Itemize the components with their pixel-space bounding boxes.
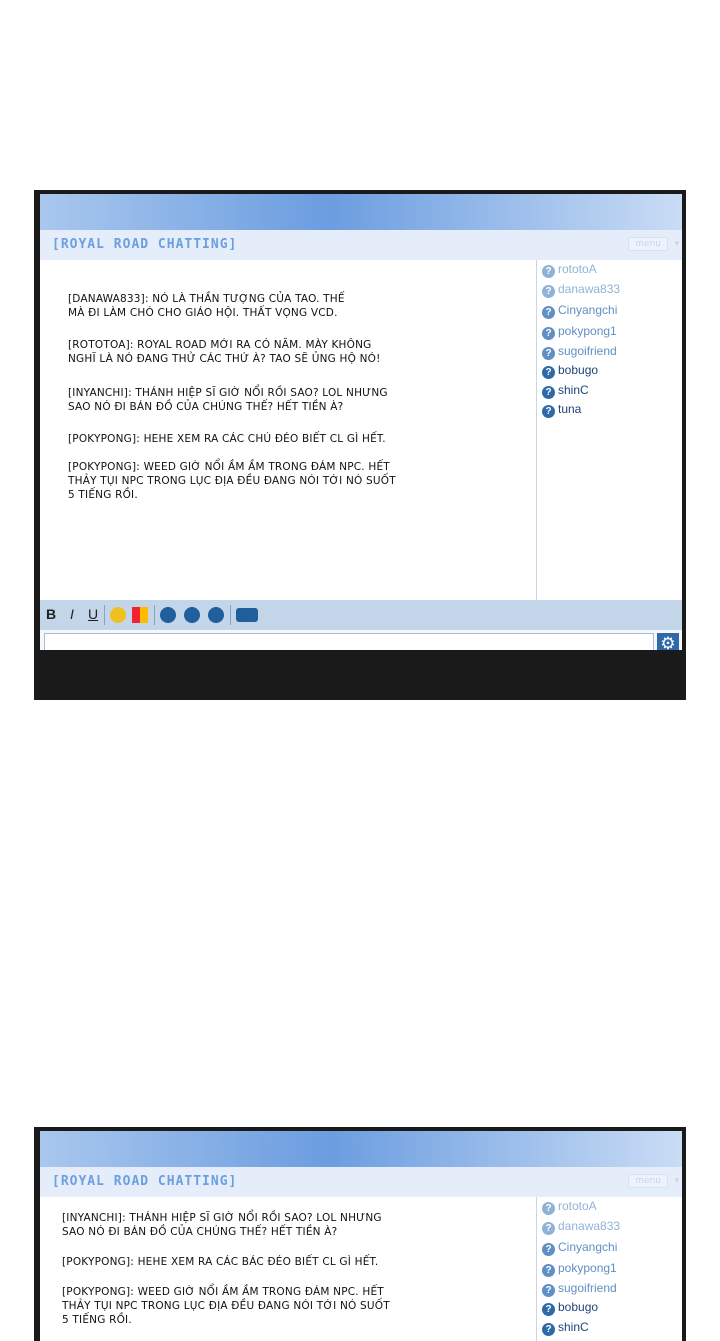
chat-line: [POKYPONG]: HEHE XEM RA CÁC BÁC ĐÉO BIẾT CL GÌ HẾT. [62, 1256, 379, 1268]
chat-line: NGHĨ LÀ NÓ ĐANG THỬ CÁC THỨ À? TAO SẼ ỦNG HỘ NÓ! [68, 353, 381, 365]
menu-button[interactable]: menu [628, 1174, 668, 1188]
italic-button[interactable]: I [70, 606, 74, 622]
user-name: bobugo [558, 1300, 599, 1314]
status-icon: ? [542, 1303, 555, 1316]
underline-button[interactable]: U [88, 606, 99, 622]
user-name: pokypong1 [558, 1261, 617, 1275]
status-icon: ? [542, 1284, 555, 1297]
user-item[interactable] [542, 1199, 597, 1217]
input-row [40, 630, 682, 650]
chat-line: [POKYPONG]: WEED GIỜ NỔI ẦM ẦM TRONG ĐÁM NPC. HẾT [68, 461, 390, 473]
user-item[interactable] [542, 1219, 620, 1237]
chat-window [40, 194, 682, 650]
menu-arrow-icon[interactable]: ▾ [674, 239, 679, 249]
chat-message [68, 460, 396, 502]
user-item[interactable] [542, 282, 620, 300]
status-icon: ? [542, 285, 555, 298]
window-title: [ROYAL ROAD CHATTING] [52, 1174, 238, 1189]
chat-line: [POKYPONG]: HEHE XEM RA CÁC CHÚ ĐÉO BIẾT CL GÌ HẾT. [68, 433, 386, 445]
chat-line: [INYANCHI]: THÁNH HIỆP SĨ GIỜ NỔI RỒI SAO? LOL NHƯNG [62, 1212, 382, 1224]
chat-line: THẢY TỤI NPC TRONG LỤC ĐỊA ĐỀU ĐANG NÓI TỚI NÓ SUỐT [68, 475, 396, 487]
user-list [542, 260, 682, 600]
emoticon-icon[interactable] [110, 607, 126, 623]
chat-body [40, 260, 682, 600]
chat-line: [DANAWA833]: NÓ LÀ THẦN TƯỢNG CỦA TAO. THẾ [68, 293, 345, 305]
user-icon[interactable] [184, 607, 200, 623]
status-icon: ? [542, 386, 555, 399]
chat-bubbles-icon[interactable] [236, 608, 258, 622]
chat-message [62, 1211, 382, 1239]
chat-body [40, 1197, 682, 1341]
chat-window-panel-1 [34, 190, 686, 700]
chat-line: [INYANCHI]: THÁNH HIỆP SĨ GIỜ NỔI RỒI SAO? LOL NHƯNG [68, 387, 388, 399]
user-name: Cinyangchi [558, 303, 618, 317]
status-icon: ? [542, 327, 555, 340]
status-icon: ? [542, 1264, 555, 1277]
user-item[interactable] [542, 1320, 589, 1338]
color-picker-icon[interactable] [132, 607, 148, 623]
user-item[interactable] [542, 303, 617, 321]
window-title: [ROYAL ROAD CHATTING] [52, 237, 238, 252]
card-icon[interactable] [208, 607, 224, 623]
status-icon: ? [542, 1323, 555, 1336]
chat-line: MÀ ĐI LÀM CHÓ CHO GIÁO HỘI. THẤT VỌNG VCD. [68, 307, 338, 319]
user-name: rototoA [558, 262, 597, 276]
toolbar-divider [104, 605, 105, 625]
status-icon: ? [542, 347, 555, 360]
status-icon: ? [542, 306, 555, 319]
format-toolbar [40, 600, 682, 630]
user-item[interactable] [542, 1300, 598, 1318]
settings-gear-icon[interactable]: ⚙ [657, 633, 679, 650]
chat-message [62, 1285, 390, 1327]
user-item[interactable] [542, 344, 617, 362]
headset-icon[interactable] [160, 607, 176, 623]
menu-arrow-icon[interactable]: ▾ [674, 1176, 679, 1186]
chat-message [68, 386, 388, 414]
chat-window-panel-2 [34, 1127, 686, 1341]
status-icon: ? [542, 265, 555, 278]
bold-button[interactable]: B [46, 606, 57, 622]
status-icon: ? [542, 366, 555, 379]
user-name: bobugo [558, 363, 599, 377]
user-name: sugoifriend [558, 344, 617, 358]
chat-message [68, 432, 386, 446]
user-item[interactable] [542, 262, 597, 280]
user-item[interactable] [542, 1240, 617, 1258]
chat-line: [ROTOTOA]: ROYAL ROAD MỚI RA CÓ NĂM. MÀY KHÔNG [68, 339, 372, 351]
user-name: rototoA [558, 1199, 597, 1213]
status-icon: ? [542, 1202, 555, 1215]
toolbar-divider [230, 605, 231, 625]
chat-line: THẢY TỤI NPC TRONG LỤC ĐỊA ĐỀU ĐANG NÓI TỚI NÓ SUỐT [62, 1300, 390, 1312]
user-item[interactable] [542, 1281, 617, 1299]
chat-line: [POKYPONG]: WEED GIỜ NỔI ẦM ẦM TRONG ĐÁM NPC. HẾT [62, 1286, 384, 1298]
user-item[interactable] [542, 363, 598, 381]
user-name: sugoifriend [558, 1281, 617, 1295]
user-name: tuna [558, 402, 582, 416]
user-name: danawa833 [558, 282, 621, 296]
chat-message [68, 338, 381, 366]
chat-line: 5 TIẾNG RỒI. [68, 489, 138, 501]
status-icon: ? [542, 405, 555, 418]
chat-log [40, 260, 537, 600]
user-name: pokypong1 [558, 324, 617, 338]
chat-log [40, 1197, 537, 1341]
user-name: shinC [558, 1320, 589, 1334]
user-item[interactable] [542, 402, 581, 420]
user-name: danawa833 [558, 1219, 621, 1233]
user-name: Cinyangchi [558, 1240, 618, 1254]
chat-input[interactable] [44, 633, 654, 650]
chat-message [62, 1255, 378, 1269]
title-bar [40, 230, 682, 260]
menu-button[interactable]: menu [628, 237, 668, 251]
status-icon: ? [542, 1243, 555, 1256]
chat-line: 5 TIẾNG RỒI. [62, 1314, 132, 1326]
user-list [542, 1197, 682, 1341]
title-bar [40, 1167, 682, 1197]
chat-window [40, 1131, 682, 1341]
user-item[interactable] [542, 324, 617, 342]
window-top-bar [40, 1131, 682, 1167]
user-item[interactable] [542, 1261, 617, 1279]
toolbar-divider [154, 605, 155, 625]
window-top-bar [40, 194, 682, 230]
chat-line: SAO NÓ ĐI BÁN ĐỒ CỦA CHÚNG THẾ? HẾT TIỀN À? [68, 401, 344, 413]
user-item[interactable] [542, 383, 589, 401]
chat-line: SAO NÓ ĐI BÁN ĐỒ CỦA CHÚNG THẾ? HẾT TIỀN À? [62, 1226, 338, 1238]
status-icon: ? [542, 1222, 555, 1235]
chat-message [68, 292, 345, 320]
user-name: shinC [558, 383, 589, 397]
